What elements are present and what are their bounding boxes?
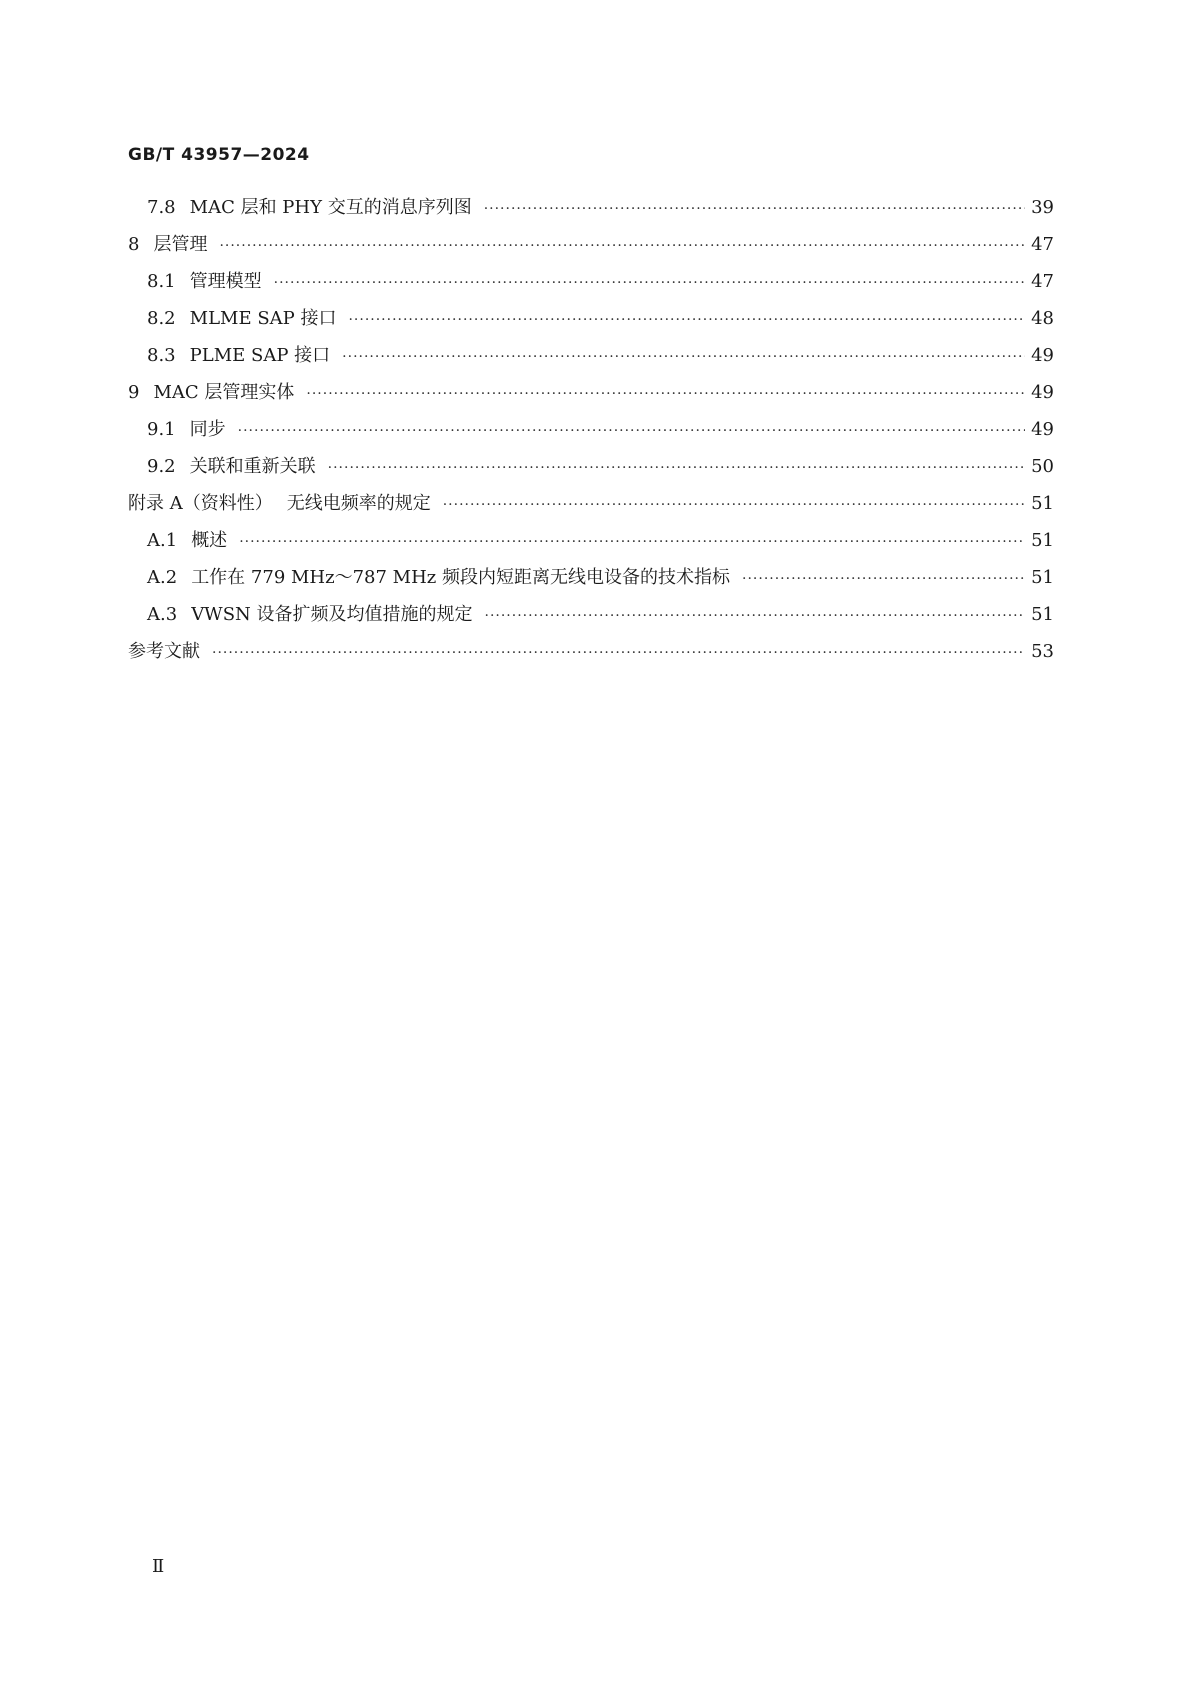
toc-entry[interactable] bbox=[128, 566, 1054, 603]
toc-entry[interactable] bbox=[128, 640, 1054, 677]
toc-leader-dots bbox=[274, 271, 1025, 295]
toc-entry-title: 工作在 779 MHz～787 MHz 频段内短距离无线电设备的技术指标 bbox=[191, 567, 731, 588]
toc-leader-dots bbox=[342, 345, 1025, 369]
toc-entry-number: 8 bbox=[128, 234, 140, 255]
toc-leader-dots bbox=[443, 493, 1025, 517]
toc-entry[interactable] bbox=[128, 196, 1054, 233]
toc-entry-title: 参考文献 bbox=[128, 641, 200, 662]
toc-entry-page: 49 bbox=[1031, 382, 1054, 403]
toc-leader-dots bbox=[348, 308, 1025, 332]
toc-leader-dots bbox=[485, 604, 1026, 628]
toc-entry[interactable] bbox=[128, 603, 1054, 640]
toc-entry-page: 51 bbox=[1031, 530, 1054, 551]
toc-entry-title: 无线电频率的规定 bbox=[286, 493, 431, 514]
toc-leader-dots bbox=[484, 197, 1025, 221]
toc-leader-dots bbox=[212, 641, 1025, 665]
toc-entry-page: 47 bbox=[1031, 234, 1054, 255]
toc-entry[interactable] bbox=[128, 344, 1054, 381]
toc-leader-dots bbox=[306, 382, 1025, 406]
toc-entry[interactable] bbox=[128, 418, 1054, 455]
toc-entry-title: 管理模型 bbox=[189, 271, 262, 292]
toc-entry-title: MLME SAP 接口 bbox=[189, 308, 337, 329]
toc-entry[interactable] bbox=[128, 381, 1054, 418]
toc-entry-page: 49 bbox=[1031, 419, 1054, 440]
toc-entry-number: 8.3 bbox=[147, 345, 176, 366]
toc-leader-dots bbox=[328, 456, 1025, 480]
toc-entry-number: A.2 bbox=[147, 567, 178, 588]
toc-leader-dots bbox=[238, 419, 1025, 443]
toc-leader-dots bbox=[219, 234, 1025, 258]
toc-entry[interactable] bbox=[128, 529, 1054, 566]
toc-entry-page: 51 bbox=[1031, 493, 1054, 514]
toc-entry-title: MAC 层和 PHY 交互的消息序列图 bbox=[189, 197, 472, 218]
toc-entry-title: 关联和重新关联 bbox=[189, 456, 316, 477]
toc-entry-number: 8.1 bbox=[147, 271, 176, 292]
page-number: Ⅱ bbox=[152, 1556, 165, 1577]
toc-entry-page: 53 bbox=[1031, 641, 1054, 662]
toc-entry-title: PLME SAP 接口 bbox=[189, 345, 331, 366]
toc-entry-number: 附录 A（资料性） bbox=[128, 493, 273, 514]
toc-entry[interactable] bbox=[128, 492, 1054, 529]
toc-entry-page: 50 bbox=[1031, 456, 1054, 477]
toc-entry-title: 同步 bbox=[189, 419, 226, 440]
toc-entry-page: 51 bbox=[1031, 567, 1054, 588]
toc-entry-number: A.3 bbox=[147, 604, 178, 625]
toc-leader-dots bbox=[239, 530, 1025, 554]
toc-leader-dots bbox=[742, 567, 1025, 591]
toc-entry-number: 8.2 bbox=[147, 308, 176, 329]
toc-entry-page: 48 bbox=[1031, 308, 1054, 329]
toc-entry-page: 39 bbox=[1031, 197, 1054, 218]
toc-entry-number: A.1 bbox=[147, 530, 178, 551]
document-code: GB/T 43957—2024 bbox=[128, 145, 310, 165]
toc-entry[interactable] bbox=[128, 233, 1054, 270]
toc-entry[interactable] bbox=[128, 270, 1054, 307]
toc-entry-number: 9.2 bbox=[147, 456, 176, 477]
toc-entry[interactable] bbox=[128, 455, 1054, 492]
toc-entry-page: 51 bbox=[1031, 604, 1054, 625]
toc-entry-title: 层管理 bbox=[153, 234, 208, 255]
toc-entry[interactable] bbox=[128, 307, 1054, 344]
toc-entry-number: 9 bbox=[128, 382, 140, 403]
toc-entry-number: 7.8 bbox=[147, 197, 176, 218]
toc-entry-title: VWSN 设备扩频及均值措施的规定 bbox=[191, 604, 473, 625]
toc-entry-page: 47 bbox=[1031, 271, 1054, 292]
toc-entry-number: 9.1 bbox=[147, 419, 176, 440]
toc-entry-title: 概述 bbox=[191, 530, 228, 551]
table-of-contents bbox=[128, 196, 1054, 677]
toc-entry-title: MAC 层管理实体 bbox=[153, 382, 295, 403]
toc-entry-page: 49 bbox=[1031, 345, 1054, 366]
